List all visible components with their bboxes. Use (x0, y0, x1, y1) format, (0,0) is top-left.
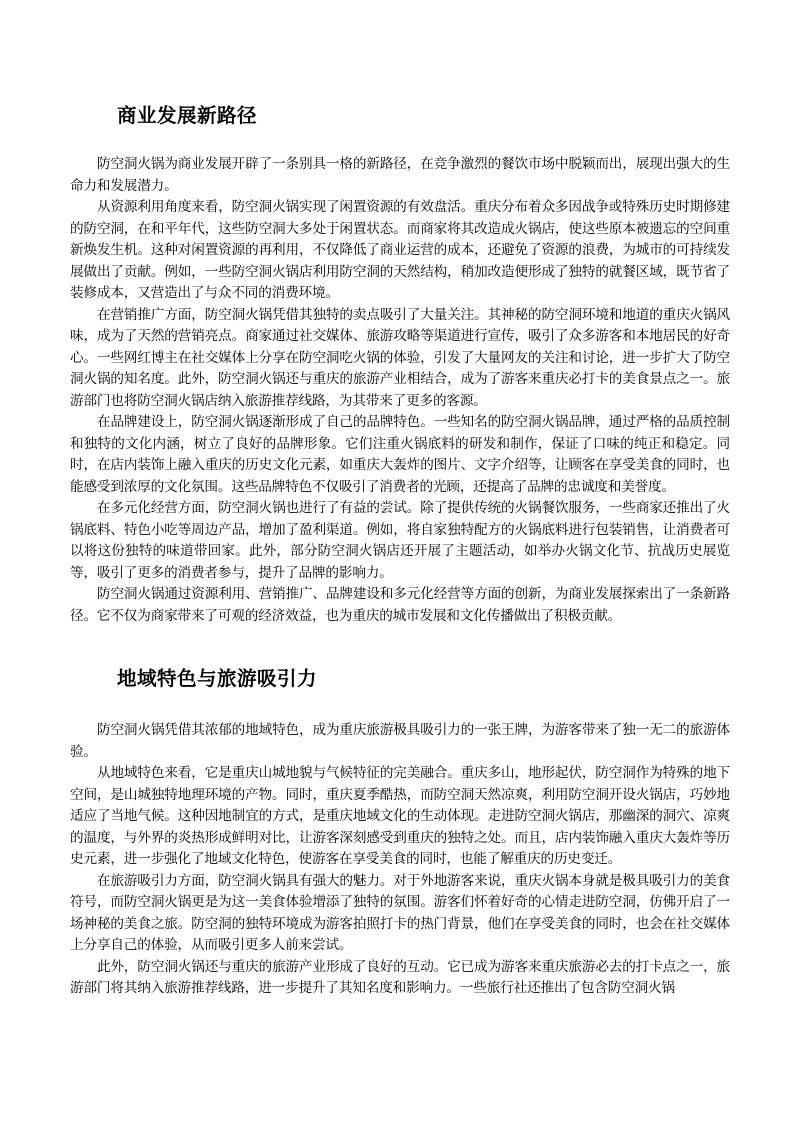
paragraph: 在营销推广方面，防空洞火锅凭借其独特的卖点吸引了大量关注。其神秘的防空洞环境和地道的重庆火锅风味，成为了天然的营销亮点。商家通过社交媒体、旅游攻略等渠道进行宣传，吸引了众多游客和本地居民的好奇心。一些网红博主在社交媒体上分享在防空洞吃火锅的体验，引发了大量网友的关注和讨论，进一步扩大了防空洞火锅的知名度。此外，防空洞火锅还与重庆的旅游产业相结合，成为了游客来重庆必打卡的美食景点之一。旅游部门也将防空洞火锅店纳入旅游推荐线路，为其带来了更多的客源。 (70, 306, 730, 409)
section-heading: 商业发展新路径 (117, 104, 258, 127)
section-body (70, 720, 730, 1000)
paragraph: 防空洞火锅通过资源利用、营销推广、品牌建设和多元化经营等方面的创新，为商业发展探索出了一条新路径。它不仅为商家带来了可观的经济效益，也为重庆的城市发展和文化传播做出了积极贡献。 (70, 586, 730, 624)
section-heading: 地域特色与旅游吸引力 (117, 667, 318, 690)
paragraph: 此外，防空洞火锅还与重庆的旅游产业形成了良好的互动。它已成为游客来重庆旅游必去的打卡点之一，旅游部门将其纳入旅游推荐线路，进一步提升了其知名度和影响力。一些旅行社还推出了包含防空洞火锅 (70, 958, 730, 996)
paragraph: 从地域特色来看，它是重庆山城地貌与气候特征的完美融合。重庆多山，地形起伏，防空洞作为特殊的地下空间，是山城独特地理环境的产物。同时，重庆夏季酷热，而防空洞天然凉爽，利用防空洞开设火锅店，巧妙地适应了当地气候。这种因地制宜的方式，是重庆地域文化的生动体现。走进防空洞火锅店，那幽深的洞穴、凉爽的温度，与外界的炎热形成鲜明对比，让游客深刻感受到重庆的独特之处。而且，店内装饰融入重庆大轰炸等历史元素，进一步强化了地域文化特色，使游客在享受美食的同时，也能了解重庆的历史变迁。 (70, 765, 730, 867)
paragraph: 在多元化经营方面，防空洞火锅也进行了有益的尝试。除了提供传统的火锅餐饮服务，一些商家还推出了火锅底料、特色小吃等周边产品，增加了盈利渠道。例如，将自家独特配方的火锅底料进行包装销售，让消费者可以将这份独特的味道带回家。此外，部分防空洞火锅店还开展了主题活动，如举办火锅文化节、抗战历史展览等，吸引了更多的消费者参与，提升了品牌的影响力。 (70, 500, 730, 581)
paragraph: 在品牌建设上，防空洞火锅逐渐形成了自己的品牌特色。一些知名的防空洞火锅品牌，通过严格的品质控制和独特的文化内涵，树立了良好的品牌形象。它们注重火锅底料的研发和制作，保证了口味的纯正和稳定。同时，在店内装饰上融入重庆的历史文化元素，如重庆大轰炸的图片、文字介绍等，让顾客在享受美食的同时，也能感受到浓厚的文化氛围。这些品牌特色不仅吸引了消费者的光顾，还提高了品牌的忠诚度和美誉度。 (70, 414, 730, 495)
paragraph: 防空洞火锅凭借其浓郁的地域特色，成为重庆旅游极具吸引力的一张王牌，为游客带来了独一无二的旅游体验。 (70, 722, 730, 760)
paragraph: 防空洞火锅为商业发展开辟了一条别具一格的新路径，在竞争激烈的餐饮市场中脱颖而出，展现出强大的生命力和发展潜力。 (70, 156, 730, 194)
paragraph: 在旅游吸引力方面，防空洞火锅具有强大的魅力。对于外地游客来说，重庆火锅本身就是极具吸引力的美食符号，而防空洞火锅更是为这一美食体验增添了独特的氛围。游客们怀着好奇的心情走进防空洞，仿佛开启了一场神秘的美食之旅。防空洞的独特环境成为游客拍照打卡的热门背景，他们在享受美食的同时，也会在社交媒体上分享自己的体验，从而吸引更多人前来尝试。 (70, 872, 730, 953)
paragraph: 从资源利用角度来看，防空洞火锅实现了闲置资源的有效盘活。重庆分布着众多因战争或特殊历史时期修建的防空洞，在和平年代，这些防空洞大多处于闲置状态。而商家将其改造成火锅店，使这些原本被遗忘的空间重新焕发生机。这种对闲置资源的再利用，不仅降低了商业运营的成本，还避免了资源的浪费，为城市的可持续发展做出了贡献。例如，一些防空洞火锅店利用防空洞的天然结构，稍加改造便形成了独特的就餐区域，既节省了装修成本，又营造出了与众不同的消费环境。 (70, 199, 730, 301)
section-body (70, 154, 730, 627)
